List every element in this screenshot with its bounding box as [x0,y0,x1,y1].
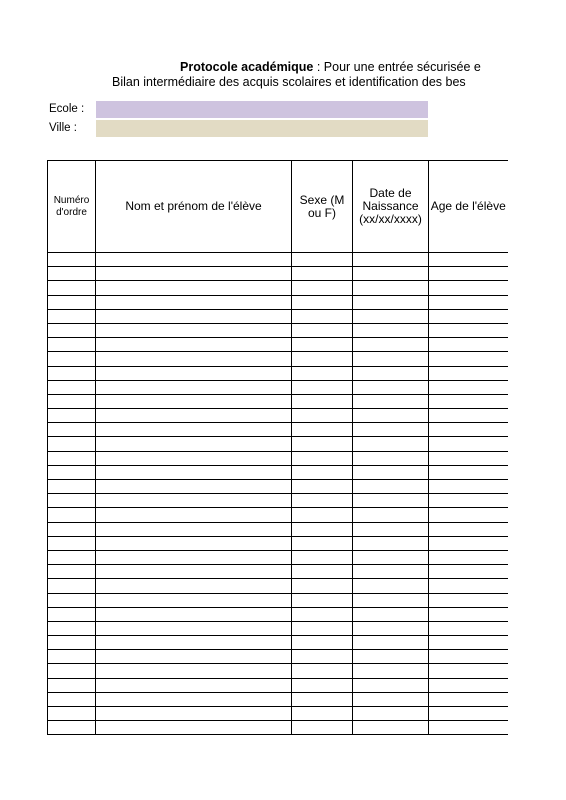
header-age: Age de l'élève [429,161,508,253]
table-row [48,281,508,295]
cell-numero[interactable] [48,678,96,692]
cell-age[interactable] [429,267,508,281]
table-row [48,593,508,607]
table-row [48,508,508,522]
cell-numero[interactable] [48,309,96,323]
cell-age[interactable] [429,352,508,366]
cell-date-naissance[interactable] [353,707,429,721]
cell-date-naissance[interactable] [353,579,429,593]
cell-age[interactable] [429,409,508,423]
cell-age[interactable] [429,707,508,721]
cell-date-naissance[interactable] [353,593,429,607]
cell-numero[interactable] [48,607,96,621]
title-line-2: Bilan intermédiaire des acquis scolaires et identification des bes [112,75,466,89]
cell-age[interactable] [429,650,508,664]
cell-numero[interactable] [48,409,96,423]
table-row [48,480,508,494]
cell-age[interactable] [429,536,508,550]
table-row [48,253,508,267]
cell-nom-prenom[interactable] [96,437,292,451]
header-nom-prenom: Nom et prénom de l'élève [96,161,292,253]
cell-nom-prenom[interactable] [96,522,292,536]
ville-label: Ville : [49,122,77,134]
cell-numero[interactable] [48,423,96,437]
table-row [48,636,508,650]
table-row [48,678,508,692]
cell-date-naissance[interactable] [353,607,429,621]
cell-sexe[interactable] [292,451,353,465]
cell-date-naissance[interactable] [353,423,429,437]
cell-nom-prenom[interactable] [96,267,292,281]
cell-nom-prenom[interactable] [96,494,292,508]
cell-nom-prenom[interactable] [96,692,292,706]
cell-date-naissance[interactable] [353,480,429,494]
cell-age[interactable] [429,437,508,451]
table-row [48,465,508,479]
cell-age[interactable] [429,281,508,295]
table-row [48,338,508,352]
title-rest-part: : Pour une entrée sécurisée e [313,60,481,74]
cell-date-naissance[interactable] [353,550,429,564]
cell-nom-prenom[interactable] [96,409,292,423]
cell-numero[interactable] [48,394,96,408]
cell-nom-prenom[interactable] [96,338,292,352]
table-row [48,565,508,579]
cell-nom-prenom[interactable] [96,664,292,678]
cell-numero[interactable] [48,323,96,337]
cell-nom-prenom[interactable] [96,451,292,465]
cell-age[interactable] [429,579,508,593]
cell-date-naissance[interactable] [353,295,429,309]
cell-sexe[interactable] [292,650,353,664]
cell-nom-prenom[interactable] [96,636,292,650]
header-sexe: Sexe (M ou F) [292,161,353,253]
cell-nom-prenom[interactable] [96,593,292,607]
cell-sexe[interactable] [292,267,353,281]
cell-nom-prenom[interactable] [96,565,292,579]
cell-sexe[interactable] [292,636,353,650]
cell-sexe[interactable] [292,522,353,536]
cell-sexe[interactable] [292,409,353,423]
cell-nom-prenom[interactable] [96,550,292,564]
ecole-input[interactable] [96,101,428,118]
cell-date-naissance[interactable] [353,536,429,550]
cell-nom-prenom[interactable] [96,423,292,437]
table-row [48,494,508,508]
cell-age[interactable] [429,309,508,323]
cell-nom-prenom[interactable] [96,323,292,337]
cell-sexe[interactable] [292,707,353,721]
cell-age[interactable] [429,465,508,479]
cell-age[interactable] [429,323,508,337]
cell-age[interactable] [429,721,508,735]
cell-age[interactable] [429,522,508,536]
cell-sexe[interactable] [292,352,353,366]
cell-sexe[interactable] [292,465,353,479]
cell-age[interactable] [429,636,508,650]
table-row [48,394,508,408]
cell-numero[interactable] [48,650,96,664]
cell-date-naissance[interactable] [353,664,429,678]
cell-numero[interactable] [48,253,96,267]
table-row [48,721,508,735]
cell-nom-prenom[interactable] [96,309,292,323]
cell-age[interactable] [429,295,508,309]
student-table-container [47,160,566,740]
cell-nom-prenom[interactable] [96,366,292,380]
cell-numero[interactable] [48,692,96,706]
cell-nom-prenom[interactable] [96,607,292,621]
cell-age[interactable] [429,607,508,621]
table-row [48,295,508,309]
cell-sexe[interactable] [292,423,353,437]
cell-age[interactable] [429,664,508,678]
cell-age[interactable] [429,550,508,564]
cell-numero[interactable] [48,508,96,522]
cell-sexe[interactable] [292,579,353,593]
cell-sexe[interactable] [292,437,353,451]
table-row [48,309,508,323]
cell-sexe[interactable] [292,607,353,621]
table-body [48,253,508,735]
cell-numero[interactable] [48,338,96,352]
table-row [48,267,508,281]
student-table [47,160,508,735]
cell-nom-prenom[interactable] [96,480,292,494]
ecole-label: Ecole : [49,103,85,115]
cell-sexe[interactable] [292,281,353,295]
table-row [48,536,508,550]
cell-nom-prenom[interactable] [96,380,292,394]
cell-numero[interactable] [48,565,96,579]
cell-date-naissance[interactable] [353,380,429,394]
cell-date-naissance[interactable] [353,522,429,536]
cell-numero[interactable] [48,536,96,550]
cell-nom-prenom[interactable] [96,621,292,635]
cell-nom-prenom[interactable] [96,536,292,550]
title-line-1 [180,60,481,75]
cell-sexe[interactable] [292,536,353,550]
cell-nom-prenom[interactable] [96,281,292,295]
cell-nom-prenom[interactable] [96,678,292,692]
cell-date-naissance[interactable] [353,636,429,650]
cell-nom-prenom[interactable] [96,579,292,593]
cell-age[interactable] [429,380,508,394]
cell-numero[interactable] [48,550,96,564]
cell-sexe[interactable] [292,664,353,678]
cell-numero[interactable] [48,480,96,494]
cell-age[interactable] [429,366,508,380]
cell-numero[interactable] [48,352,96,366]
table-row [48,707,508,721]
ville-input[interactable] [96,120,428,137]
table-row [48,451,508,465]
cell-numero[interactable] [48,494,96,508]
cell-sexe[interactable] [292,508,353,522]
cell-sexe[interactable] [292,338,353,352]
cell-date-naissance[interactable] [353,437,429,451]
cell-age[interactable] [429,621,508,635]
cell-date-naissance[interactable] [353,281,429,295]
table-row [48,550,508,564]
cell-sexe[interactable] [292,565,353,579]
cell-date-naissance[interactable] [353,253,429,267]
cell-date-naissance[interactable] [353,451,429,465]
cell-nom-prenom[interactable] [96,508,292,522]
cell-age[interactable] [429,338,508,352]
cell-sexe[interactable] [292,295,353,309]
header-date-naissance: Date de Naissance (xx/xx/xxxx) [353,161,429,253]
cell-age[interactable] [429,451,508,465]
cell-date-naissance[interactable] [353,366,429,380]
cell-sexe[interactable] [292,621,353,635]
cell-sexe[interactable] [292,593,353,607]
cell-date-naissance[interactable] [353,267,429,281]
cell-date-naissance[interactable] [353,465,429,479]
table-row [48,409,508,423]
cell-date-naissance[interactable] [353,508,429,522]
cell-nom-prenom[interactable] [96,253,292,267]
cell-sexe[interactable] [292,678,353,692]
cell-sexe[interactable] [292,480,353,494]
table-row [48,607,508,621]
cell-nom-prenom[interactable] [96,721,292,735]
cell-numero[interactable] [48,281,96,295]
cell-nom-prenom[interactable] [96,295,292,309]
cell-numero[interactable] [48,437,96,451]
table-row [48,423,508,437]
table-row [48,664,508,678]
cell-age[interactable] [429,593,508,607]
cell-sexe[interactable] [292,380,353,394]
cell-sexe[interactable] [292,323,353,337]
cell-sexe[interactable] [292,494,353,508]
title-bold-part: Protocole académique [180,60,314,74]
cell-date-naissance[interactable] [353,565,429,579]
cell-sexe[interactable] [292,692,353,706]
cell-age[interactable] [429,494,508,508]
cell-sexe[interactable] [292,394,353,408]
cell-date-naissance[interactable] [353,352,429,366]
cell-date-naissance[interactable] [353,721,429,735]
table-row [48,380,508,394]
cell-numero[interactable] [48,721,96,735]
cell-numero[interactable] [48,366,96,380]
cell-age[interactable] [429,423,508,437]
cell-date-naissance[interactable] [353,678,429,692]
cell-age[interactable] [429,508,508,522]
table-row [48,692,508,706]
table-row [48,650,508,664]
document-title [0,60,566,94]
cell-numero[interactable] [48,295,96,309]
cell-nom-prenom[interactable] [96,707,292,721]
table-row [48,323,508,337]
table-header-row [48,161,508,253]
cell-age[interactable] [429,565,508,579]
table-row [48,366,508,380]
cell-nom-prenom[interactable] [96,352,292,366]
cell-numero[interactable] [48,465,96,479]
cell-numero[interactable] [48,621,96,635]
cell-date-naissance[interactable] [353,621,429,635]
cell-date-naissance[interactable] [353,394,429,408]
table-row [48,621,508,635]
cell-numero[interactable] [48,636,96,650]
cell-numero[interactable] [48,593,96,607]
table-row [48,352,508,366]
cell-sexe[interactable] [292,721,353,735]
cell-nom-prenom[interactable] [96,394,292,408]
cell-sexe[interactable] [292,550,353,564]
cell-numero[interactable] [48,267,96,281]
cell-numero[interactable] [48,451,96,465]
cell-age[interactable] [429,480,508,494]
cell-date-naissance[interactable] [353,650,429,664]
cell-numero[interactable] [48,664,96,678]
table-row [48,522,508,536]
table-row [48,579,508,593]
cell-age[interactable] [429,692,508,706]
cell-age[interactable] [429,678,508,692]
cell-numero[interactable] [48,707,96,721]
cell-numero[interactable] [48,522,96,536]
cell-date-naissance[interactable] [353,494,429,508]
cell-date-naissance[interactable] [353,692,429,706]
header-numero-ordre: Numéro d'ordre [48,161,96,253]
cell-nom-prenom[interactable] [96,465,292,479]
cell-numero[interactable] [48,380,96,394]
cell-sexe[interactable] [292,253,353,267]
cell-sexe[interactable] [292,366,353,380]
cell-age[interactable] [429,253,508,267]
cell-date-naissance[interactable] [353,323,429,337]
cell-date-naissance[interactable] [353,338,429,352]
table-row [48,437,508,451]
cell-sexe[interactable] [292,309,353,323]
cell-age[interactable] [429,394,508,408]
cell-date-naissance[interactable] [353,309,429,323]
cell-nom-prenom[interactable] [96,650,292,664]
cell-date-naissance[interactable] [353,409,429,423]
cell-numero[interactable] [48,579,96,593]
